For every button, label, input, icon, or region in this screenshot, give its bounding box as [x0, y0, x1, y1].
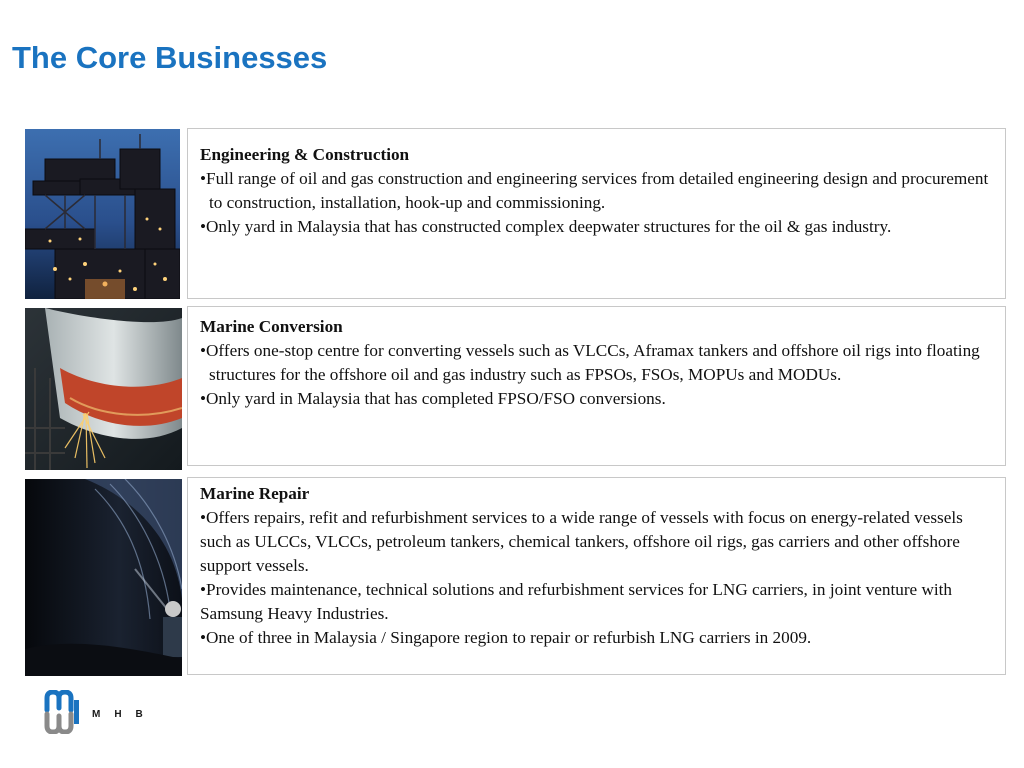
section-heading: Marine Repair — [200, 484, 310, 503]
section-bullet: •Offers repairs, refit and refurbishment services to a wide range of vessels with focus on energy-related vessels such as ULCCs, VLCCs, petroleum tankers, chemical tankers, offshore oil rigs, gas carriers and other offshore support vessels. — [200, 508, 963, 575]
section-heading: Marine Conversion — [200, 317, 343, 336]
card-marine-conversion — [187, 306, 1006, 466]
section-bullet: •Provides maintenance, technical solutions and refurbishment services for LNG carriers, in joint venture with Samsung Heavy Industries. — [200, 580, 953, 623]
section-bullet: •Only yard in Malaysia that has constructed complex deepwater structures for the oil & gas industry. — [200, 217, 892, 236]
ship-hull-conversion-photo — [25, 308, 182, 470]
page-title: The Core Businesses — [12, 40, 328, 75]
section-bullet: •Offers one-stop centre for converting vessels such as VLCCs, Aframax tankers and offshore oil rigs into floating structures for the offshore oil and gas industry such as FPSOs, FSOs, MOPUs and MODUs. — [200, 341, 980, 384]
section-bullet: •Only yard in Malaysia that has completed FPSO/FSO conversions. — [200, 389, 666, 408]
mhb-logo-icon — [44, 690, 80, 739]
company-logo — [44, 690, 157, 739]
offshore-platform-photo — [25, 129, 180, 299]
section-bullet: •One of three in Malaysia / Singapore region to repair or refurbish LNG carriers in 2009. — [200, 628, 812, 647]
card-engineering-construction — [187, 128, 1006, 299]
section-heading: Engineering & Construction — [200, 145, 410, 164]
marine-repair-worker-photo — [25, 479, 182, 676]
card-marine-repair — [187, 477, 1006, 675]
section-bullet: •Full range of oil and gas construction and engineering services from detailed engineering design and procurement to construction, installation, hook-up and commissioning. — [200, 169, 989, 212]
logo-text: MHB — [92, 709, 157, 720]
